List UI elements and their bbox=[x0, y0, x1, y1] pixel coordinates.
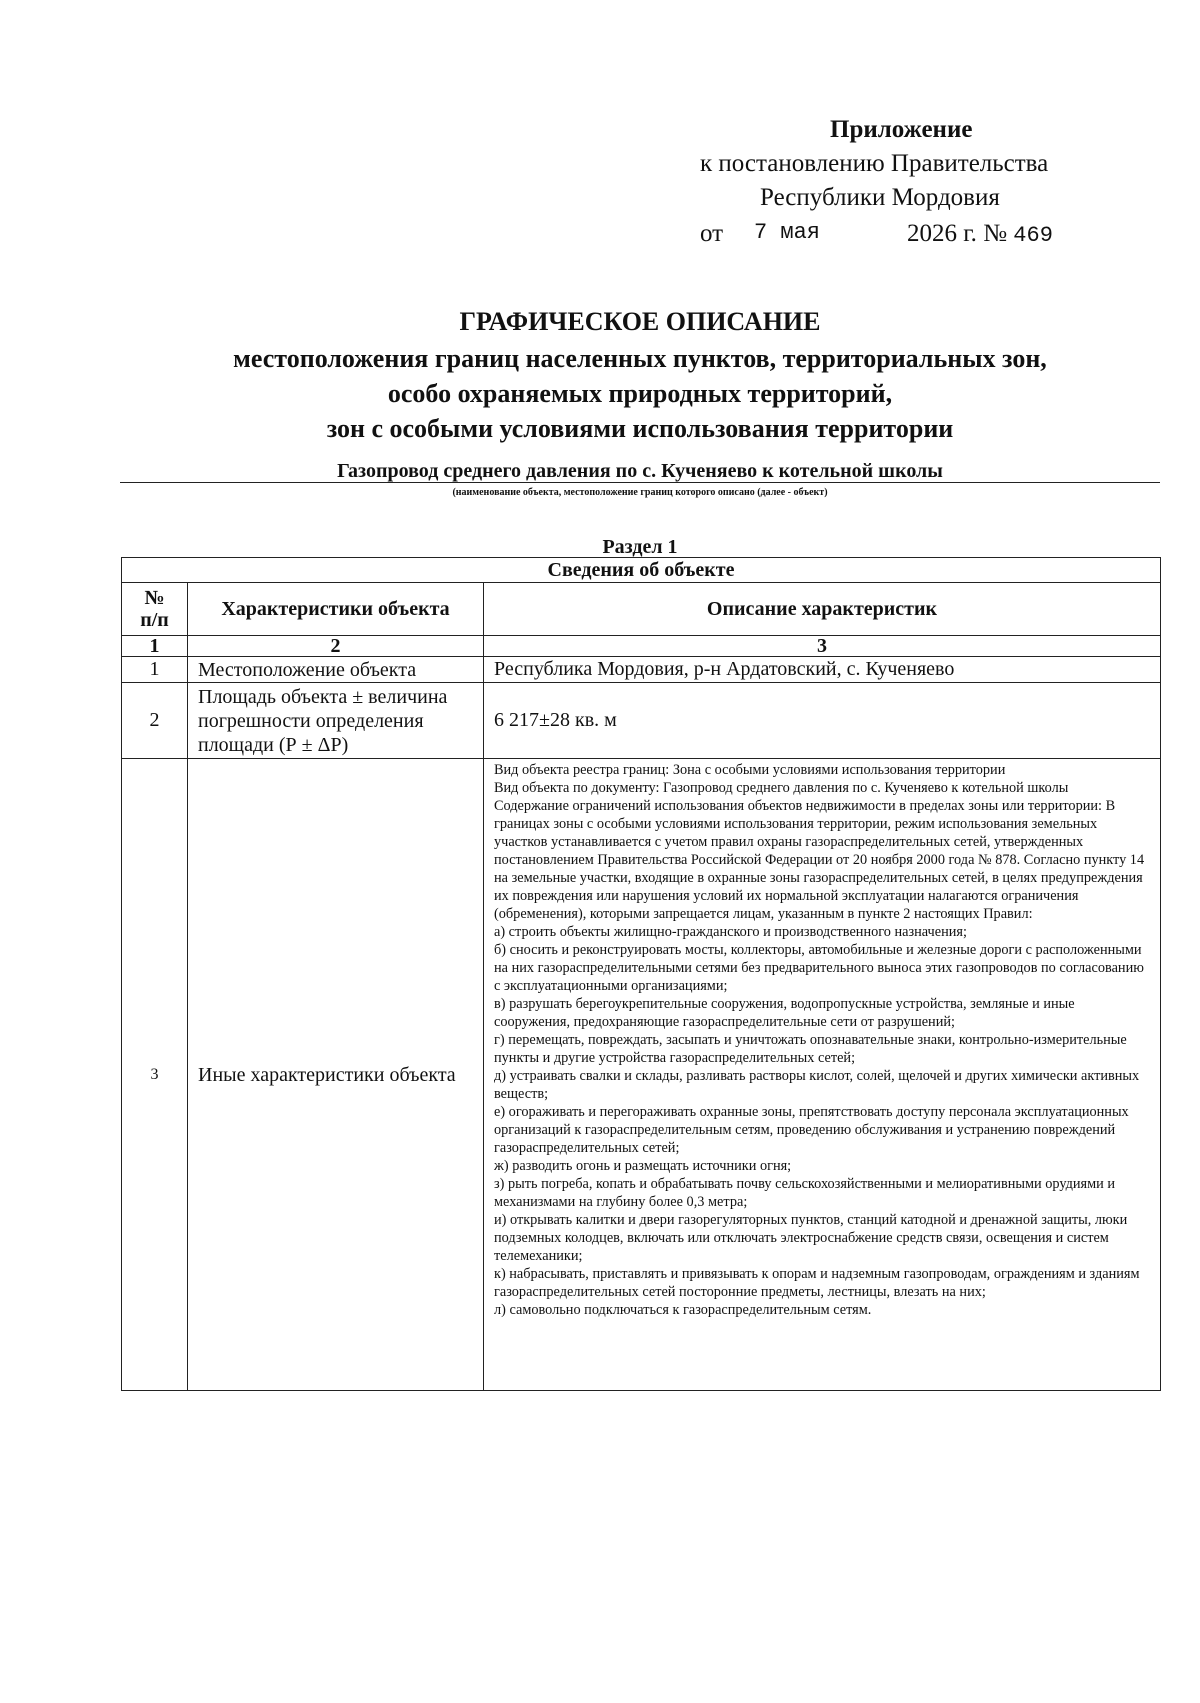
row-number: 3 bbox=[122, 759, 188, 1391]
appendix-number-label: № bbox=[983, 220, 1008, 247]
document-subtitle-1: местоположения границ населенных пунктов, территориальных зон, bbox=[233, 344, 1047, 373]
table-caption-row bbox=[122, 558, 1161, 583]
column-number: 1 bbox=[122, 636, 188, 657]
section-title: Раздел 1 bbox=[602, 536, 678, 558]
row-characteristic: Площадь объекта ± величина погрешности определения площади (Р ± ΔР) bbox=[188, 683, 484, 759]
document-subtitle-3: зон с особыми условиями использования территории bbox=[326, 414, 954, 443]
appendix-date: 7 мая bbox=[754, 220, 821, 245]
appendix-from-label: от bbox=[700, 220, 724, 247]
row-characteristic: Иные характеристики объекта bbox=[188, 759, 484, 1391]
appendix-year-number bbox=[907, 220, 1053, 248]
column-number: 3 bbox=[484, 636, 1161, 657]
column-header-characteristic: Характеристики объекта bbox=[188, 583, 484, 636]
document-title: ГРАФИЧЕСКОЕ ОПИСАНИЕ bbox=[459, 307, 821, 336]
table-header-row bbox=[122, 583, 1161, 636]
object-name: Газопровод среднего давления по с. Кученяево к котельной школы bbox=[337, 460, 943, 482]
row-characteristic: Местоположение объекта bbox=[188, 657, 484, 683]
column-number: 2 bbox=[188, 636, 484, 657]
description-line: г) перемещать, повреждать, засыпать и уничтожать опознавательные знаки, контрольно-измерительные пункты и другие устройства газораспределительных сетей; bbox=[494, 1032, 1127, 1066]
description-line: и) открывать калитки и двери газорегуляторных пунктов, станций катодной и дренажной защиты, люки подземных колодцев, включать или отключать электроснабжение средств связи, освещения и систем телемеханики; bbox=[494, 1212, 1128, 1264]
object-info-table bbox=[121, 557, 1161, 1391]
description-line: ж) разводить огонь и размещать источники огня; bbox=[494, 1158, 792, 1174]
column-header-description: Описание характеристик bbox=[484, 583, 1161, 636]
object-name-underline bbox=[120, 482, 1160, 483]
table-column-numbers-row bbox=[122, 636, 1161, 657]
object-caption: (наименование объекта, местоположение границ которого описано (далее - объект) bbox=[452, 487, 828, 498]
table-row bbox=[122, 683, 1161, 759]
description-line: к) набрасывать, приставлять и привязывать к опорам и надземным газопроводам, ограждениям и зданиям газораспределительных сетей посторонние предметы, лестницы, влезать на них; bbox=[494, 1266, 1140, 1300]
row-number: 2 bbox=[122, 683, 188, 759]
appendix-line-2: Республики Мордовия bbox=[760, 184, 1000, 211]
description-line: д) устраивать свалки и склады, разливать растворы кислот, солей, щелочей и других химически активных веществ; bbox=[494, 1068, 1140, 1102]
row-description: Республика Мордовия, р-н Ардатовский, с. Кученяево bbox=[484, 657, 1161, 683]
description-line: Вид объекта по документу: Газопровод среднего давления по с. Кученяево к котельной школы bbox=[494, 780, 1069, 796]
appendix-date-line bbox=[700, 220, 1053, 248]
document-subtitle-2: особо охраняемых природных территорий, bbox=[387, 379, 893, 408]
description-line: б) сносить и реконструировать мосты, коллекторы, автомобильные и железные дороги с расположенными на них газораспределительными сетями без предварительного выноса этих газопроводов по согласованию с эксплуатационными организациями; bbox=[494, 942, 1144, 994]
table-caption: Сведения об объекте bbox=[122, 558, 1161, 583]
row-description-list bbox=[484, 759, 1161, 1391]
appendix-number: 469 bbox=[1013, 223, 1053, 248]
table-row bbox=[122, 759, 1161, 1391]
table-row bbox=[122, 657, 1161, 683]
appendix-year: 2026 г. bbox=[907, 220, 977, 247]
description-line: а) строить объекты жилищно-гражданского и производственного назначения; bbox=[494, 924, 967, 940]
column-header-number: № п/п bbox=[122, 583, 188, 636]
description-line: в) разрушать берегоукрепительные сооружения, водопропускные устройства, земляные и иные сооружения, предохраняющие газораспределительные сети от разрушений; bbox=[494, 996, 1075, 1030]
description-line: Вид объекта реестра границ: Зона с особыми условиями использования территории bbox=[494, 762, 1006, 778]
description-line: е) огораживать и перегораживать охранные зоны, препятствовать доступу персонала эксплуатационных организаций к газораспределительным сетям, проведению обслуживания и устранению повреждений газораспределительных сетей; bbox=[494, 1104, 1129, 1156]
appendix-title: Приложение bbox=[830, 116, 973, 143]
description-line: Содержание ограничений использования объектов недвижимости в пределах зоны или территории: В границах зоны с особыми условиями использования территории, режим использования земельных участков устанавливается с учетом правил охраны газораспределительных сетей, утвержденных постановлением Правительства Российской Федерации от 20 ноября 2000 года № 878. Согласно пункту 14 на земельные участки, входящие в охранные зоны газораспределительных сетей, в целях предупреждения их повреждения или нарушения условий их нормальной эксплуатации налагаются ограничения (обременения), которыми запрещается лицам, указанным в пункте 2 настоящих Правил: bbox=[494, 798, 1145, 922]
description-line: л) самовольно подключаться к газораспределительным сетям. bbox=[494, 1302, 872, 1318]
row-description: 6 217±28 кв. м bbox=[484, 683, 1161, 759]
appendix-line-1: к постановлению Правительства bbox=[700, 150, 1049, 177]
description-line: з) рыть погреба, копать и обрабатывать почву сельскохозяйственными и мелиоративными орудиями и механизмами на глубину более 0,3 метра; bbox=[494, 1176, 1115, 1210]
row-number: 1 bbox=[122, 657, 188, 683]
